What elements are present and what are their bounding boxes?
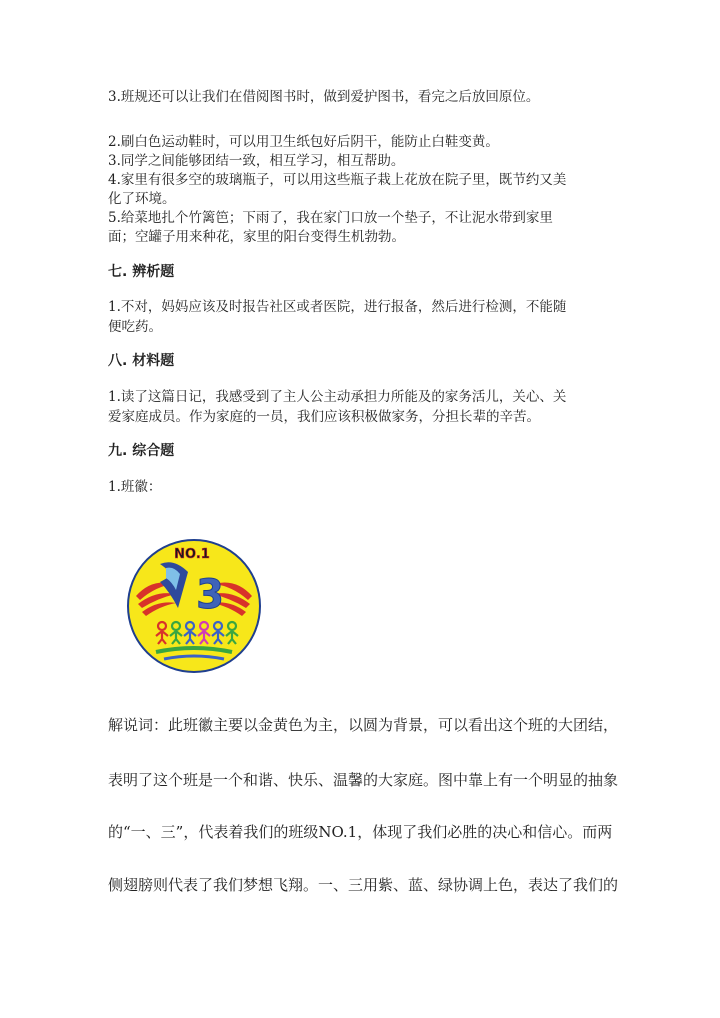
badge-number-text: 3 bbox=[196, 572, 224, 618]
item-label: 1.班徽： bbox=[108, 479, 162, 495]
answer-line: 化了环境。 bbox=[108, 191, 176, 207]
class-badge-image bbox=[126, 538, 262, 674]
answer-line: 面；空罐子用来种花，家里的阳台变得生机勃勃。 bbox=[108, 229, 405, 245]
answer-line: 爱家庭成员。作为家庭的一员，我们应该积极做家务，分担长辈的辛苦。 bbox=[108, 409, 540, 425]
explanation-line: 表明了这个班是一个和谐、快乐、温馨的大家庭。图中靠上有一个明显的抽象 bbox=[108, 771, 619, 789]
explanation-line: 侧翅膀则代表了我们梦想飞翔。一、三用紫、蓝、绿协调上色，表达了我们的 bbox=[108, 876, 619, 894]
answer-line: 3.班规还可以让我们在借阅图书时，做到爱护图书，看完之后放回原位。 bbox=[108, 89, 540, 105]
section-heading-7: 七. 辨析题 bbox=[108, 264, 175, 280]
section-heading-9: 九. 综合题 bbox=[108, 443, 175, 459]
answer-line: 1.不对，妈妈应该及时报告社区或者医院，进行报备，然后进行检测，不能随 bbox=[108, 299, 567, 315]
answer-line: 1.读了这篇日记，我感受到了主人公主动承担力所能及的家务活儿，关心、关 bbox=[108, 389, 567, 405]
answer-line: 便吃药。 bbox=[108, 319, 162, 335]
badge-no1-text: NO.1 bbox=[174, 547, 210, 562]
answer-line: 4.家里有很多空的玻璃瓶子，可以用这些瓶子栽上花放在院子里，既节约又美 bbox=[108, 172, 567, 188]
explanation-line: 解说词：此班徽主要以金黄色为主，以圆为背景，可以看出这个班的大团结， bbox=[108, 716, 619, 734]
answer-line: 5.给菜地扎个竹篱笆；下雨了，我在家门口放一个垫子，不让泥水带到家里 bbox=[108, 210, 553, 226]
section-heading-8: 八. 材料题 bbox=[108, 353, 175, 369]
answer-line: 3.同学之间能够团结一致，相互学习，相互帮助。 bbox=[108, 153, 405, 169]
answer-line: 2.刷白色运动鞋时，可以用卫生纸包好后阴干，能防止白鞋变黄。 bbox=[108, 134, 499, 150]
explanation-line: 的“一、三”，代表着我们的班级NO.1，体现了我们必胜的决心和信心。而两 bbox=[108, 823, 613, 841]
